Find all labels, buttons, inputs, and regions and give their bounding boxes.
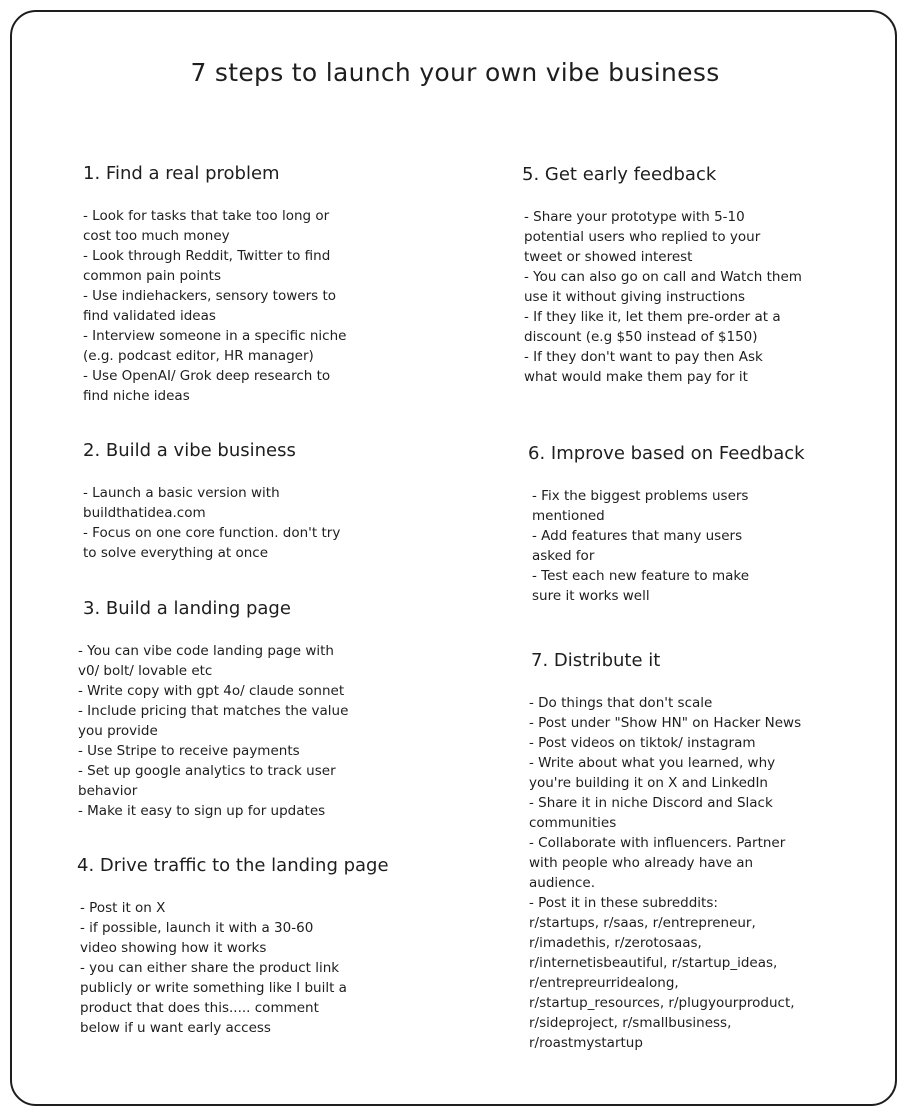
step-6-body [532,486,805,606]
step-2-body [83,483,340,563]
step-3-line: behavior [78,783,138,799]
step-1-line: - Look through Reddit, Twitter to find [83,248,331,264]
step-7-line: communities [529,815,617,831]
step-2-line: to solve everything at once [83,545,269,561]
subreddit-list-line: r/entrepreurridealong, [529,975,679,991]
step-5-line: what would make them pay for it [524,369,748,385]
step-7-line: audience. [529,875,596,891]
step-2-line: - Focus on one core function. don't try [83,525,341,541]
step-5-line: - You can also go on call and Watch them [524,269,802,285]
step-1-line: cost too much money [83,228,230,244]
step-4-section [77,854,389,1038]
step-1-line: - Use indiehackers, sensory towers to [83,288,337,304]
step-3-line: - Use Stripe to receive payments [78,743,300,759]
step-6-line: - Fix the biggest problems users [532,488,749,504]
step-1-body [83,206,346,406]
step-1-line: - Interview someone in a specific niche [83,328,347,344]
step-3-line: - You can vibe code landing page with [78,643,334,659]
step-1-line: find validated ideas [83,308,216,324]
step-4-line: video showing how it works [80,940,267,956]
subreddit-list-line: r/internetisbeautiful, r/startup_ideas, [529,955,778,971]
subreddit-list-line: r/startups, r/saas, r/entrepreneur, [529,915,756,931]
step-3-line: - Write copy with gpt 4o/ claude sonnet [78,683,345,699]
step-7-section [531,649,801,1053]
step-2-line: buildthatidea.com [83,505,206,521]
step-6-line: asked for [532,548,595,564]
step-2-heading: 2. Build a vibe business [83,440,296,461]
step-1-heading: 1. Find a real problem [83,163,280,184]
subreddit-list-line: r/startup_resources, r/plugyourproduct, [529,995,795,1011]
step-3-line: - Make it easy to sign up for updates [78,803,326,819]
step-7-line: - Collaborate with influencers. Partner [529,835,786,851]
step-6-section [528,442,805,606]
step-3-body [78,641,348,821]
step-4-line: below if u want early access [80,1020,271,1036]
step-5-line: use it without giving instructions [524,289,746,305]
step-7-line: - Share it in niche Discord and Slack [529,795,773,811]
step-1-line: common pain points [83,268,221,284]
step-4-line: product that does this..... comment [80,1000,319,1016]
step-5-line: potential users who replied to your [524,229,761,245]
step-4-line: - if possible, launch it with a 30-60 [80,920,314,936]
step-5-line: tweet or showed interest [524,249,693,265]
step-3-heading: 3. Build a landing page [83,598,291,619]
step-7-body [529,693,801,1053]
step-3-section [78,597,349,821]
step-7-line: - Post videos on tiktok/ instagram [529,735,756,751]
step-5-line: - Share your prototype with 5-10 [524,209,745,225]
subreddit-list-line: r/imadethis, r/zerotosaas, [529,935,702,951]
subreddit-list-line: r/sideproject, r/smallbusiness, [529,1015,732,1031]
step-2-section [83,439,340,563]
step-7-heading: 7. Distribute it [531,650,661,671]
step-3-line: - Set up google analytics to track user [78,763,336,779]
step-1-line: find niche ideas [83,388,190,404]
step-5-line: - If they don't want to pay then Ask [524,349,763,365]
step-3-line: v0/ bolt/ lovable etc [78,663,213,679]
step-3-line: you provide [78,723,158,739]
step-1-line: - Look for tasks that take too long or [83,208,330,224]
step-5-body [524,207,802,387]
step-7-line: you're building it on X and LinkedIn [529,775,768,791]
step-6-line: mentioned [532,508,605,524]
step-7-line: - Do things that don't scale [529,695,713,711]
step-3-line: - Include pricing that matches the value [78,703,349,719]
step-6-line: - Test each new feature to make [532,568,750,584]
subreddit-list-line: r/roastmystartup [529,1035,643,1051]
step-1-line: (e.g. podcast editor, HR manager) [83,348,314,364]
step-1-section [83,162,346,406]
step-7-line: - Post under "Show HN" on Hacker News [529,715,802,731]
step-4-line: publicly or write something like I built a [80,980,347,996]
step-4-line: - Post it on X [80,900,166,916]
step-4-heading: 4. Drive traffic to the landing page [77,855,389,876]
step-6-line: sure it works well [532,588,650,604]
step-5-line: discount (e.g $50 instead of $150) [524,329,758,345]
step-7-line: with people who already have an [529,855,754,871]
step-5-heading: 5. Get early feedback [522,164,717,185]
step-4-line: - you can either share the product link [80,960,340,976]
step-7-line: - Write about what you learned, why [529,755,776,771]
step-5-section [522,163,802,387]
step-5-line: - If they like it, let them pre-order at a [524,309,781,325]
step-6-line: - Add features that many users [532,528,743,544]
step-6-heading: 6. Improve based on Feedback [528,443,805,464]
step-1-line: - Use OpenAI/ Grok deep research to [83,368,331,384]
step-7-line: - Post it in these subreddits: [529,895,718,911]
step-2-line: - Launch a basic version with [83,485,280,501]
page-title: 7 steps to launch your own vibe business [190,58,720,87]
step-4-body [80,898,389,1038]
